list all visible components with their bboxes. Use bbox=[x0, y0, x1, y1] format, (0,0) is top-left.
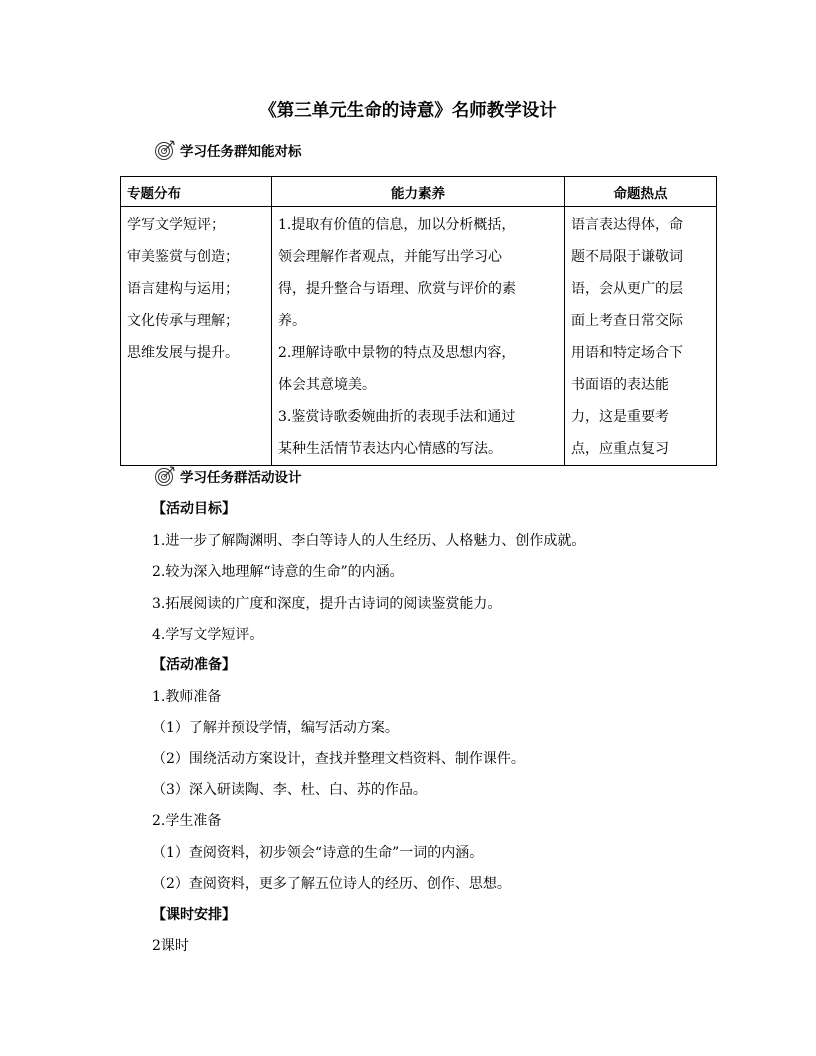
header-topic: 专题分布 bbox=[121, 177, 272, 207]
section-heading-activity bbox=[154, 464, 302, 488]
section-heading-label: 学习任务群活动设计 bbox=[180, 470, 302, 486]
document-title: 《第三单元生命的诗意》名师教学设计 bbox=[259, 101, 557, 121]
paragraph: 2.学生准备 bbox=[152, 813, 222, 829]
cell-line: 审美鉴赏与创造； bbox=[127, 249, 239, 265]
target-icon bbox=[154, 139, 176, 161]
cell-line: 题不局限于谦敬词 bbox=[571, 249, 683, 265]
paragraph: （1）查阅资料，初步领会“诗意的生命”一词的内涵。 bbox=[152, 845, 484, 861]
cell-line: 力，这是重要考 bbox=[571, 409, 669, 425]
cell-topic bbox=[121, 207, 272, 466]
knowledge-table bbox=[120, 176, 717, 466]
paragraph: 4.学写文学短评。 bbox=[152, 627, 264, 643]
table-header-row bbox=[121, 177, 717, 207]
cell-line: 点，应重点复习 bbox=[571, 441, 669, 457]
cell-line: 语言建构与运用； bbox=[127, 281, 239, 297]
paragraph: （3）深入研读陶、李、杜、白、苏的作品。 bbox=[152, 782, 427, 798]
section-heading-label: 学习任务群知能对标 bbox=[180, 144, 302, 160]
heading-schedule: 【课时安排】 bbox=[152, 907, 236, 923]
cell-line: 体会其意境美。 bbox=[278, 377, 376, 393]
target-icon bbox=[154, 465, 176, 487]
cell-line: 得，提升整合与语理、欣赏与评价的素 bbox=[278, 281, 516, 297]
heading-activity-prep: 【活动准备】 bbox=[152, 657, 236, 673]
paragraph: （2）围绕活动方案设计，查找并整理文档资料、制作课件。 bbox=[152, 751, 525, 767]
header-ability: 能力素养 bbox=[272, 177, 565, 207]
section-heading-knowledge bbox=[154, 138, 302, 162]
cell-line: 2.理解诗歌中景物的特点及思想内容， bbox=[278, 345, 516, 361]
cell-line: 领会理解作者观点，并能写出学习心 bbox=[278, 249, 502, 265]
cell-line: 语，会从更广的层 bbox=[571, 281, 683, 297]
heading-activity-goals: 【活动目标】 bbox=[152, 501, 236, 517]
paragraph: 1.教师准备 bbox=[152, 689, 222, 705]
table-row bbox=[121, 207, 717, 466]
cell-hotspot bbox=[565, 207, 717, 466]
header-hotspot: 命题热点 bbox=[565, 177, 717, 207]
cell-line: 书面语的表达能 bbox=[571, 377, 669, 393]
paragraph: 2.较为深入地理解“诗意的生命”的内涵。 bbox=[152, 564, 404, 580]
cell-ability bbox=[272, 207, 565, 466]
cell-line: 面上考查日常交际 bbox=[571, 313, 683, 329]
cell-line: 文化传承与理解； bbox=[127, 313, 239, 329]
cell-line: 某种生活情节表达内心情感的写法。 bbox=[278, 441, 502, 457]
cell-line: 语言表达得体，命 bbox=[571, 217, 683, 233]
cell-line: 养。 bbox=[278, 313, 306, 329]
cell-line: 1.提取有价值的信息，加以分析概括， bbox=[278, 217, 516, 233]
cell-line: 思维发展与提升。 bbox=[127, 345, 239, 361]
paragraph: （2）查阅资料，更多了解五位诗人的经历、创作、思想。 bbox=[152, 876, 511, 892]
cell-line: 用语和特定场合下 bbox=[571, 345, 683, 361]
paragraph: 3.拓展阅读的广度和深度，提升古诗词的阅读鉴赏能力。 bbox=[152, 596, 502, 612]
paragraph: 1.进一步了解陶渊明、李白等诗人的人生经历、人格魅力、创作成就。 bbox=[152, 533, 586, 549]
paragraph: （1）了解并预设学情，编写活动方案。 bbox=[152, 720, 399, 736]
cell-line: 学写文学短评； bbox=[127, 217, 225, 233]
cell-line: 3.鉴赏诗歌委婉曲折的表现手法和通过 bbox=[278, 409, 516, 425]
paragraph: 2课时 bbox=[152, 938, 189, 954]
